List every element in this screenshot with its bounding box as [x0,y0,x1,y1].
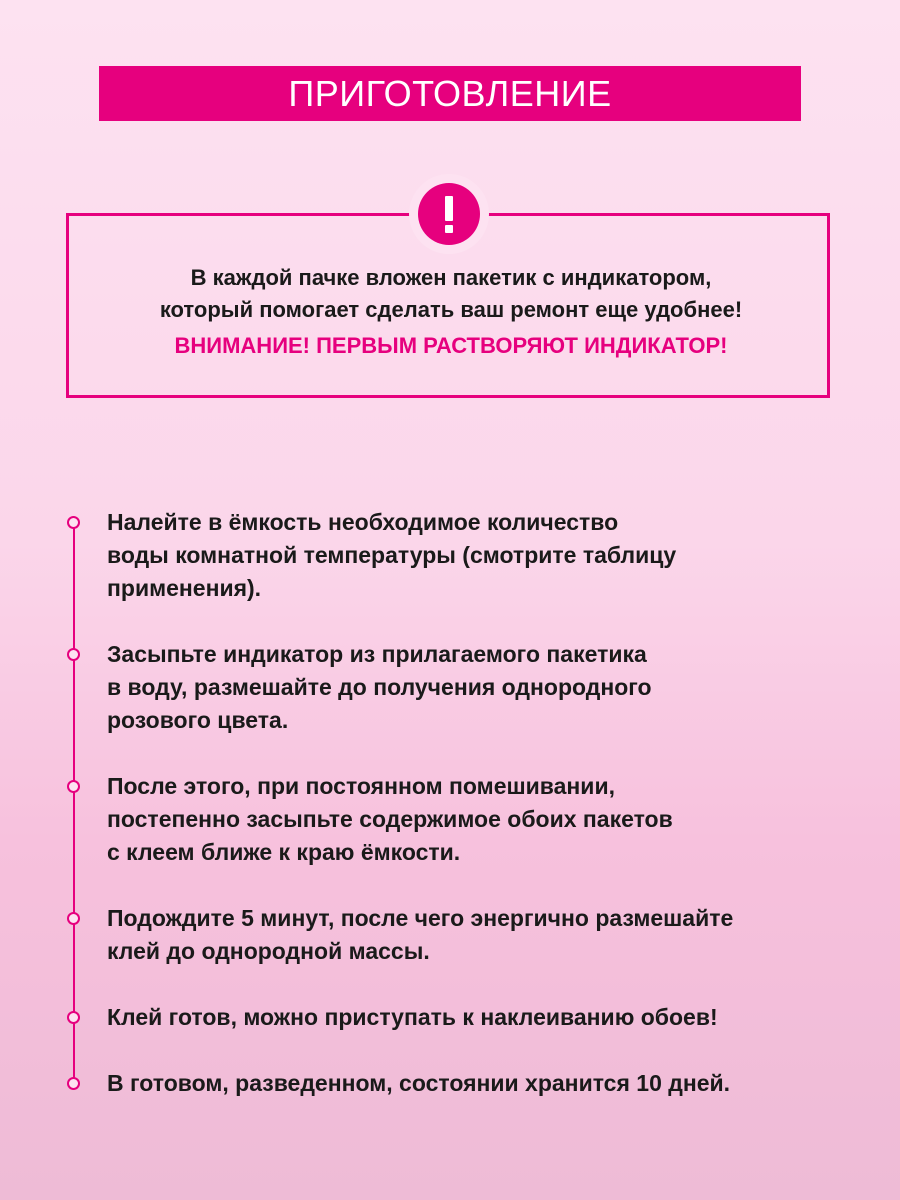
step-1-line-3: применения). [107,575,262,601]
timeline-line [73,521,75,1084]
step-6 [107,1067,887,1100]
step-2-line-1: Засыпьте индикатор из прилагаемого пакетика [107,641,647,667]
step-3 [107,770,887,869]
step-1 [107,506,887,605]
notice-line-1: В каждой пачке вложен пакетик с индикатором, [190,265,712,290]
step-1-line-2: воды комнатной температуры (смотрите таблицу [107,542,677,568]
step-3-line-1: После этого, при постоянном помешивании, [107,773,615,799]
step-1-marker [67,516,80,529]
step-3-line-2: постепенно засыпьте содержимое обоих пакетов [107,806,673,832]
step-5 [107,1001,887,1034]
step-6-line-1: В готовом, разведенном, состоянии хранится 10 дней. [107,1070,731,1096]
step-1-line-1: Налейте в ёмкость необходимое количество [107,509,619,535]
page-title: ПРИГОТОВЛЕНИЕ [288,72,612,114]
step-4-line-1: Подождите 5 минут, после чего энергично размешайте [107,905,734,931]
step-2 [107,638,887,737]
step-3-marker [67,780,80,793]
notice-warning: ВНИМАНИЕ! ПЕРВЫМ РАСТВОРЯЮТ ИНДИКАТОР! [174,333,728,358]
step-4-line-2: клей до однородной массы. [107,938,430,964]
step-2-line-2: в воду, размешайте до получения однородного [107,674,652,700]
step-2-line-3: розового цвета. [107,707,289,733]
exclamation-icon [418,183,480,245]
step-2-marker [67,648,80,661]
step-6-marker [67,1077,80,1090]
step-3-line-3: с клеем ближе к краю ёмкости. [107,839,461,865]
step-5-line-1: Клей готов, можно приступать к наклеиванию обоев! [107,1004,718,1030]
step-4-marker [67,912,80,925]
step-4 [107,902,887,968]
notice-line-2: который помогает сделать ваш ремонт еще удобнее! [159,297,743,322]
title-banner [99,66,801,121]
step-5-marker [67,1011,80,1024]
